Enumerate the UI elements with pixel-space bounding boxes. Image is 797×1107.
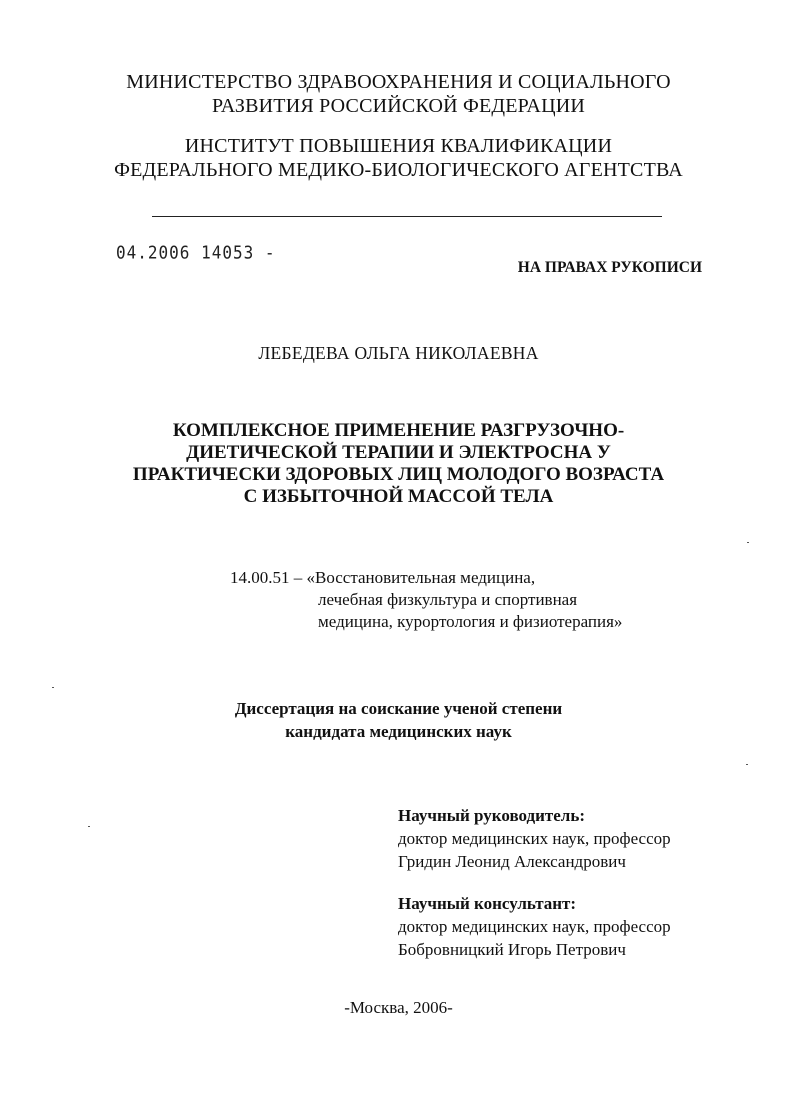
supervisor-rank: доктор медицинских наук, профессор — [398, 829, 671, 848]
registration-stamp-number: 04.2006 14053 - — [116, 242, 276, 263]
consultant-name: Бобровницкий Игорь Петрович — [398, 940, 626, 959]
ministry-line-2: РАЗВИТИЯ РОССИЙСКОЙ ФЕДЕРАЦИИ — [211, 95, 586, 117]
title-line-4: С ИЗБЫТОЧНОЙ МАССОЙ ТЕЛА — [243, 486, 554, 507]
supervisor-block — [398, 804, 671, 873]
specialty-code — [230, 567, 622, 633]
institute-header — [0, 134, 797, 182]
ministry-header — [0, 70, 797, 118]
institute-line-1: ИНСТИТУТ ПОВЫШЕНИЯ КВАЛИФИКАЦИИ — [184, 135, 613, 157]
specialty-line-3: медицина, курортология и физиотерапия» — [318, 612, 623, 631]
scan-speck — [88, 826, 90, 827]
specialty-line-1: 14.00.51 – «Восстановительная медицина, — [230, 568, 536, 587]
consultant-heading: Научный консультант: — [398, 894, 577, 913]
author-name: ЛЕБЕДЕВА ОЛЬГА НИКОЛАЕВНА — [258, 343, 539, 363]
degree-line-1: Диссертация на соискание ученой степени — [234, 699, 563, 718]
dissertation-title — [0, 420, 797, 508]
manuscript-rights-label: НА ПРАВАХ РУКОПИСИ — [517, 259, 702, 276]
scan-speck — [52, 687, 54, 688]
title-line-2: ДИЕТИЧЕСКОЙ ТЕРАПИИ И ЭЛЕКТРОСНА У — [186, 442, 611, 463]
consultant-rank: доктор медицинских наук, профессор — [398, 917, 671, 936]
scan-speck — [746, 764, 748, 765]
title-line-1: КОМПЛЕКСНОЕ ПРИМЕНЕНИЕ РАЗГРУЗОЧНО- — [172, 420, 625, 441]
consultant-block — [398, 892, 671, 961]
degree-statement — [0, 697, 797, 743]
scan-speck — [747, 542, 749, 543]
supervisor-heading: Научный руководитель: — [398, 806, 585, 825]
supervisor-name: Гридин Леонид Александрович — [398, 852, 626, 871]
title-line-3: ПРАКТИЧЕСКИ ЗДОРОВЫХ ЛИЦ МОЛОДОГО ВОЗРАСТА — [132, 464, 665, 485]
header-divider — [152, 216, 662, 217]
city-year: -Москва, 2006- — [344, 998, 453, 1017]
degree-line-2: кандидата медицинских наук — [285, 722, 512, 741]
institute-line-2: ФЕДЕРАЛЬНОГО МЕДИКО-БИОЛОГИЧЕСКОГО АГЕНТСТВА — [114, 159, 683, 181]
specialty-line-2: лечебная физкультура и спортивная — [318, 590, 578, 609]
ministry-line-1: МИНИСТЕРСТВО ЗДРАВООХРАНЕНИЯ И СОЦИАЛЬНОГО — [126, 71, 671, 93]
